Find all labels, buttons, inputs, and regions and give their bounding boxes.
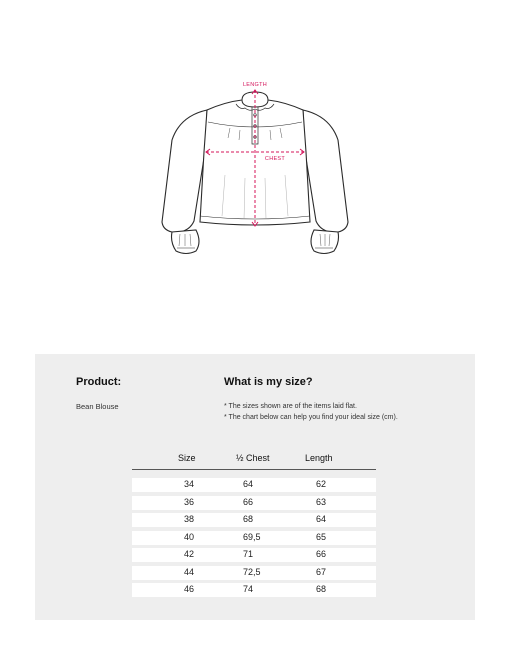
cell-half-chest: 68 bbox=[243, 514, 254, 524]
left-cuff bbox=[172, 230, 200, 254]
right-cuff bbox=[311, 230, 339, 254]
cell-length: 62 bbox=[316, 479, 327, 489]
cell-length: 63 bbox=[316, 496, 327, 507]
blouse-sketch bbox=[150, 80, 360, 270]
cell-half-chest: 66 bbox=[243, 496, 254, 507]
cell-size: 34 bbox=[184, 479, 195, 489]
table-row bbox=[132, 548, 376, 562]
cell-length: 66 bbox=[316, 549, 327, 559]
cell-half-chest: 64 bbox=[243, 479, 254, 489]
length-label: LENGTH bbox=[242, 82, 268, 88]
header-half-chest: ½ Chest bbox=[236, 453, 270, 463]
table-header bbox=[132, 449, 376, 470]
table-body bbox=[132, 478, 376, 597]
size-note: * The sizes shown are of the items laid flat. bbox=[224, 403, 357, 410]
size-table bbox=[132, 449, 376, 601]
header-length: Length bbox=[305, 453, 333, 463]
cell-length: 64 bbox=[316, 514, 327, 524]
product-heading: Product: bbox=[76, 376, 122, 388]
cell-length: 68 bbox=[316, 584, 327, 594]
table-row bbox=[132, 566, 376, 580]
size-notes bbox=[224, 402, 398, 423]
cell-length: 67 bbox=[316, 566, 327, 577]
table-row bbox=[132, 496, 376, 510]
cell-size: 38 bbox=[184, 514, 195, 524]
garment-illustration bbox=[150, 80, 360, 270]
collar bbox=[242, 92, 268, 107]
cell-half-chest: 69,5 bbox=[243, 531, 261, 542]
cell-size: 42 bbox=[184, 549, 195, 559]
size-note: * The chart below can help you find your ideal size (cm). bbox=[224, 413, 398, 421]
cell-size: 44 bbox=[184, 566, 195, 577]
size-guide-panel bbox=[35, 354, 475, 620]
cell-half-chest: 74 bbox=[243, 584, 254, 594]
cell-size: 36 bbox=[184, 496, 195, 507]
table-row bbox=[132, 583, 376, 597]
cell-size: 40 bbox=[184, 531, 195, 542]
chest-label: CHEST bbox=[264, 156, 286, 162]
table-row bbox=[132, 531, 376, 545]
size-heading: What is my size? bbox=[224, 376, 313, 388]
header-size: Size bbox=[178, 453, 196, 463]
cell-half-chest: 71 bbox=[243, 549, 254, 559]
cell-length: 65 bbox=[316, 531, 327, 542]
cell-size: 46 bbox=[184, 584, 195, 594]
table-row bbox=[132, 513, 376, 527]
product-name: Bean Blouse bbox=[76, 402, 119, 411]
table-row bbox=[132, 478, 376, 492]
cell-half-chest: 72,5 bbox=[243, 566, 261, 577]
